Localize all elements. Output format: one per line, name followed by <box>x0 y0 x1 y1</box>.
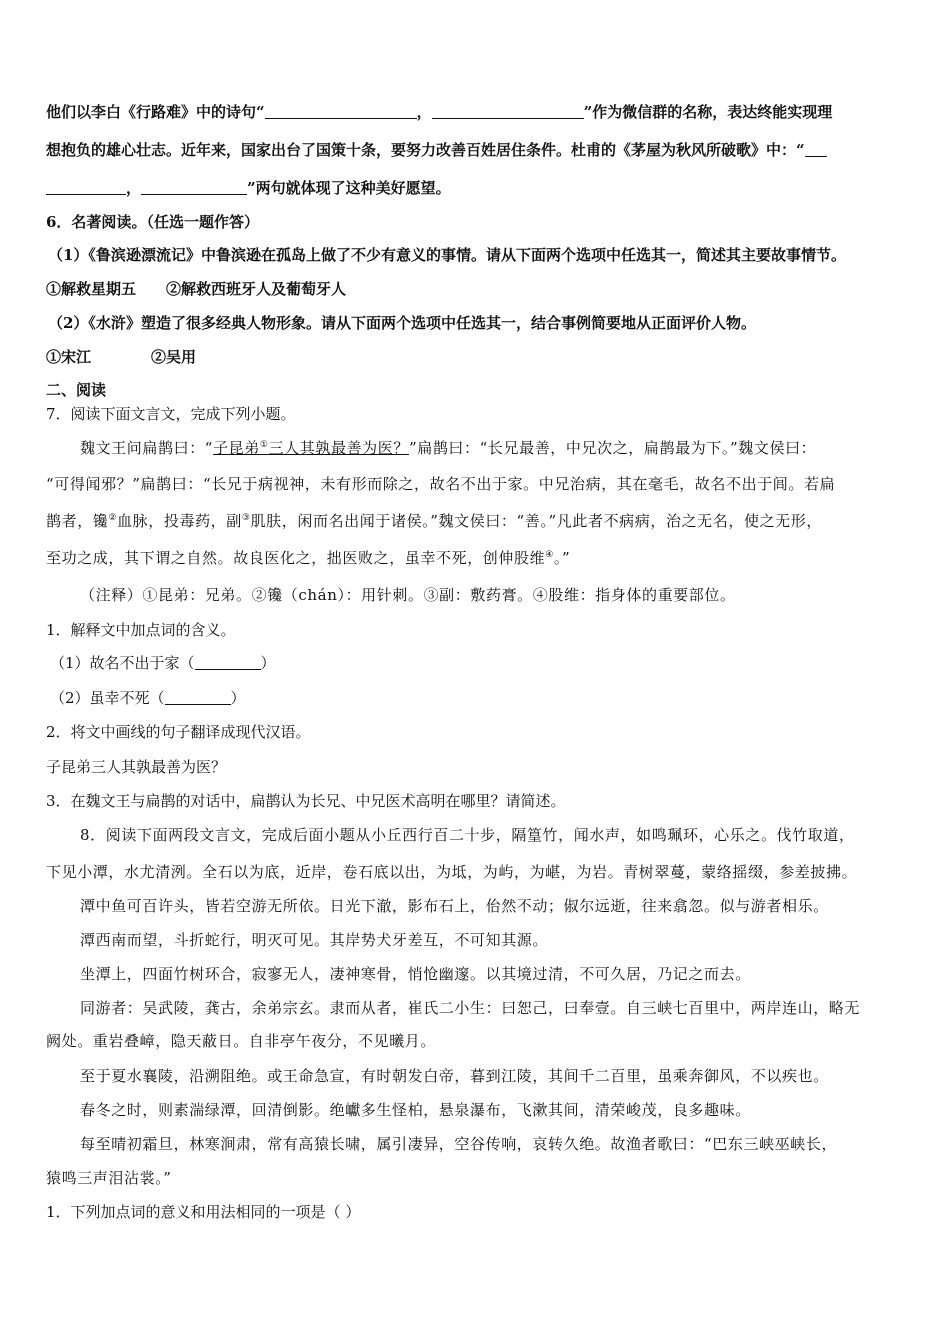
answer-blank[interactable] <box>432 118 584 119</box>
q7-text-line-1 <box>80 438 816 458</box>
q7-sub3: 3．在魏文王与扁鹊的对话中，扁鹊认为长兄、中兄医术高明在哪里？请简述。 <box>46 792 566 810</box>
q7-sub1: 1．解释文中加点词的含义。 <box>46 621 236 639</box>
q8-line-3: 潭中鱼可百许头，皆若空游无所依。日光下澈，影布石上，佁然不动；俶尔远逝，往来翕忽。似与游者相乐。 <box>80 897 829 915</box>
text: （2）虽幸不死（ <box>50 689 165 707</box>
q8-line-4: 潭西南而望，斗折蛇行，明灭可见。其岸势犬牙差互，不可知其源。 <box>80 931 549 949</box>
text: 想抱负的雄心壮志。近年来，国家出台了国策十条，要努力改善百姓居住条件。杜甫的《茅屋为秋风所破歌》中：“ <box>46 141 805 159</box>
q8-line-8: 至于夏水襄陵，沿溯阻绝。或王命急宣，有时朝发白帝，暮到江陵，其间千二百里，虽乘奔御风，不以疾也。 <box>80 1067 829 1085</box>
q8-line-9: 春冬之时，则素湍绿潭，回清倒影。绝巘多生怪柏，悬泉瀑布，飞漱其间，清荣峻茂，良多趣味。 <box>80 1101 751 1119</box>
q7-text-line-4 <box>46 548 570 568</box>
text: ， <box>126 179 142 197</box>
q8-line-10: 每至晴初霜旦，林寒涧肃，常有高猿长啸，属引凄异，空谷传响，哀转久绝。故渔者歌曰：“巴东三峡巫峡长， <box>80 1135 838 1153</box>
q6-part2: （2）《水浒》塑造了很多经典人物形象。请从下面两个选项中任选其一，结合事例简要地从正面评价人物。 <box>48 314 756 332</box>
q8-line-2: 下见小潭，水尤清洌。全石以为底，近岸，卷石底以出，为坻，为屿，为嵁，为岩。青树翠蔓，蒙络摇缀，参差披拂。 <box>46 863 858 881</box>
text: （1）故名不出于家（ <box>50 654 195 672</box>
q6-title: 6．名著阅读。（任选一题作答） <box>46 213 259 231</box>
q8-sub1: 1．下列加点词的意义和用法相同的一项是（ ） <box>46 1203 361 1221</box>
answer-blank[interactable] <box>265 118 417 119</box>
text: 至功之成，其下谓之自然。故良医化之，拙医败之，虽幸不死，创伸股维 <box>46 549 546 567</box>
footnote-mark: ① <box>259 440 269 450</box>
text: 鹊者，镵 <box>46 512 109 530</box>
text: 肌肤，闲而名出闻于诸侯。”魏文侯曰：“善。”凡此者不病病，治之无名，使之无形， <box>250 512 822 530</box>
footnote-mark: ② <box>108 513 118 523</box>
answer-blank[interactable] <box>805 156 827 157</box>
underlined-sentence <box>213 439 409 457</box>
text: 他们以李白《行路难》中的诗句“ <box>46 103 265 121</box>
q8-line-7: 阙处。重岩叠嶂，隐天蔽日。自非亭午夜分，不见曦月。 <box>46 1032 437 1050</box>
q7-sub1-item2 <box>50 688 246 708</box>
q7-sub1-item1 <box>50 653 276 673</box>
q6-part2-options: ①宋江 ②吴用 <box>46 348 197 366</box>
q6-part1-options: ①解救星期五 ②解救西班牙人及葡萄牙人 <box>46 280 347 298</box>
text: 血脉，投毒药，副 <box>117 512 242 530</box>
text: 子昆弟 <box>213 439 260 457</box>
poem-fill-line-2 <box>46 140 827 160</box>
q7-sub2-sentence: 子昆弟三人其孰最善为医？ <box>46 758 227 776</box>
footnote-mark: ③ <box>241 513 251 523</box>
text: ） <box>230 689 246 707</box>
text: ”扁鹊曰：“长兄最善，中兄次之，扁鹊最为下。”魏文侯曰： <box>408 439 817 457</box>
q7-sub2: 2．将文中画线的句子翻译成现代汉语。 <box>46 723 311 741</box>
q8-line-11: 猿鸣三声泪沾裳。” <box>46 1169 172 1187</box>
q8-line-5: 坐潭上，四面竹树环合，寂寥无人，凄神寒骨，悄怆幽邃。以其境过清，不可久居，乃记之而去。 <box>80 965 751 983</box>
q7-text-line-3 <box>46 511 822 531</box>
text: ”两句就体现了这种美好愿望。 <box>247 179 451 197</box>
answer-blank[interactable] <box>165 704 231 705</box>
text: ） <box>260 654 276 672</box>
answer-blank[interactable] <box>195 669 261 670</box>
section-title: 二、阅读 <box>46 381 107 399</box>
text: ， <box>416 103 432 121</box>
poem-fill-line-1 <box>46 102 832 122</box>
q7-notes: （注释）①昆弟：兄弟。②镵（chán）：用针刺。③副：敷药膏。④股维：指身体的重要部位。 <box>80 586 736 604</box>
q8-line-6: 同游者：吴武陵，龚古，余弟宗玄。隶而从者，崔氏二小生：曰恕己，曰奉壹。自三峡七百里中，两岸连山，略无 <box>80 999 861 1017</box>
q8-line-1: 8．阅读下面两段文言文，完成后面小题从小丘西行百二十步，隔篁竹，闻水声，如鸣珮环，心乐之。伐竹取道， <box>80 826 855 844</box>
poem-fill-line-3 <box>46 178 451 198</box>
text: 。” <box>553 549 571 567</box>
answer-blank[interactable] <box>141 194 247 195</box>
q7-text-line-2: “可得闻邪？”扁鹊曰：“长兄于病视神，未有形而除之，故名不出于家。中兄治病，其在毫毛，故名不出于闾。若扁 <box>46 475 836 493</box>
q6-part1: （1）《鲁滨逊漂流记》中鲁滨逊在孤岛上做了不少有意义的事情。请从下面两个选项中任选其一，简述其主要故事情节。 <box>48 246 846 264</box>
text: 三人其孰最善为医？ <box>268 439 409 457</box>
text: ”作为微信群的名称，表达终能实现理 <box>583 103 833 121</box>
text: 魏文王问扁鹊曰：“ <box>80 439 214 457</box>
answer-blank[interactable] <box>46 194 126 195</box>
footnote-mark: ④ <box>545 550 554 560</box>
q7-title: 7．阅读下面文言文，完成下列小题。 <box>46 405 296 423</box>
